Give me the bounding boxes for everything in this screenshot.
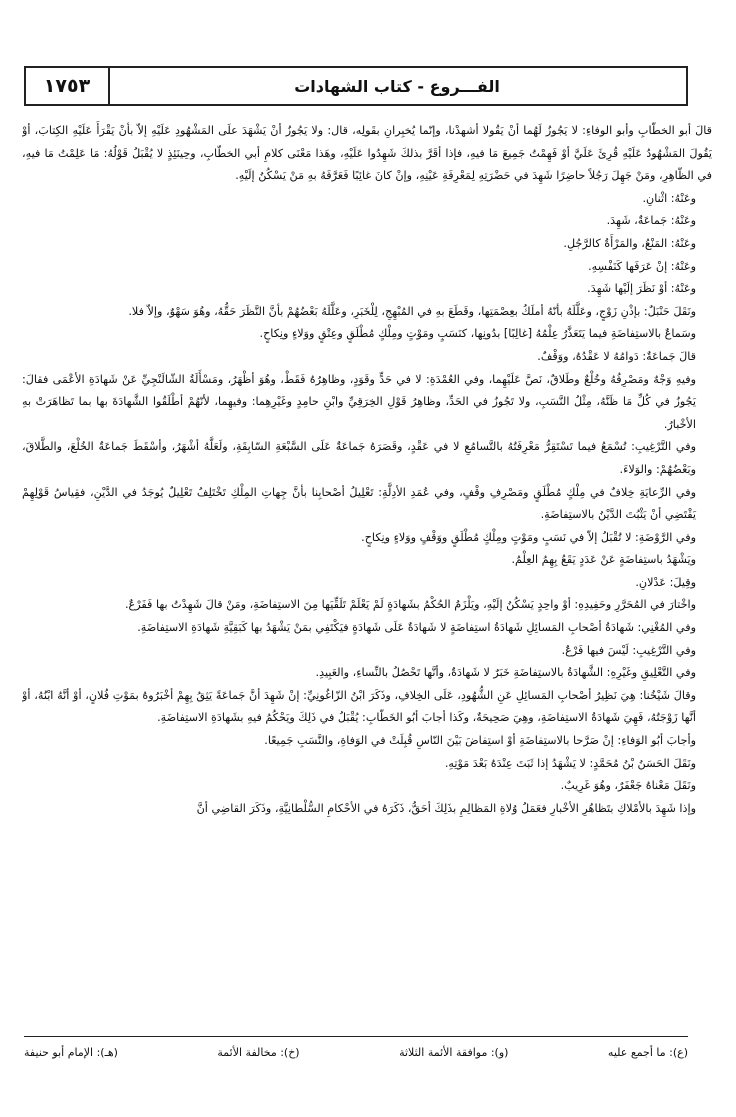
paragraph: وعَنْهُ: إنْ عَرَفَها كَنَفْسِهِ. [588, 259, 696, 273]
paragraph: وسَماعٌ بالاستِفاضَةِ فيما يَتَعَذَّرُ عِلْمُهُ [غالِبًا] بدُونِها، كنَسَبٍ ومَوْتٍ ومِلْكٍ مُطْلَقٍ وعِتْقٍ ووَلاءٍ ونِكاحٍ. [259, 327, 696, 341]
paragraph: وفي المُغْنِي: شَهادَةُ أصْحابِ المَسائِلِ شَهادَةُ استِفاضَةٍ لا شَهادَةٌ عَلَى شَهادَةٍ فيَكْتَفِي بمَنْ يَشْهَدُ بها كَبَقِيَّةِ شَهادَةِ الاستِفاضَةِ. [137, 621, 696, 635]
footer-rule [24, 1036, 688, 1037]
paragraph: وقالَ شَيْخُنا: هِيَ نَظِيرُ أصْحابِ المَسائِلِ عَنِ الشُّهُودِ، عَلَى الخِلافِ، وذَكَرَ ابْنُ الزّاغُونِيِّ: إنْ شَهِدَ أنَّ جَماعَةً يَثِقُ بِهِمْ أخْبَرُوهُ بمَوْتِ فُلانٍ، أوْ أنَّهُ ابْنُهُ، أوْ أنَّها زَوْجَتُهُ، فَهِيَ شَهادَةُ الاستِفاضَةِ، وهِيَ صَحِيحَةٌ، وكَذا أجابَ أبُو الخَطّابِ: يُقْبَلُ في ذَلِكَ ويَحْكُمُ فيهِ بشَهادَةِ الاستِفاضَةِ. [22, 688, 696, 725]
paragraph: وعَنْهُ: أوْ نَظَرَ إلَيْها شَهِدَ. [587, 282, 696, 296]
paragraph: قالَ جَماعَةٌ: دَوامُهُ لا عَقْدُهُ، ووَقْفٌ. [537, 349, 696, 363]
page-header [24, 66, 688, 106]
abbreviation-key [24, 1040, 688, 1064]
paragraph: وعَنْهُ: المَنْعُ، والمَرْأَةُ كالرَّجُلِ. [563, 236, 696, 250]
running-title: الفـــروع - كتاب الشهادات [294, 76, 500, 96]
paragraph: وأجابَ أبُو الوَفاءِ: إنْ صَرَّحا بالاستِفاضَةِ أوْ استِفاضَ بَيْنَ النّاسِ قُبِلَتْ في الوَفاةِ، والنَّسَبِ جَمِيعًا. [264, 734, 696, 748]
page-number: ١٧٥٣ [26, 68, 110, 104]
paragraph: وعَنْهُ: اثْنانِ. [642, 191, 696, 205]
paragraph: وفي الرَّوْضَةِ: لا تُقْبَلُ إلاّ في نَسَبٍ ومَوْتٍ ومِلْكٍ مُطْلَقٍ ووَقْفٍ ووَلاءٍ ونِكاحٍ. [361, 530, 696, 544]
paragraph: وعَنْهُ: جَماعَةٌ، شَهِدَ. [606, 214, 696, 228]
paragraph: وفي الرِّعايَةِ خِلافٌ في مِلْكٍ مُطْلَقٍ ومَصْرِفِ وقْفٍ، وفي عُمَدِ الأدِلَّةِ: تَعْلِيلُ أصْحابِنا بأنَّ جِهاتِ المِلْكِ تَخْتَلِفُ تَعْلِيلٌ يُوجَدُ في الدَّيْنِ، فقِياسُ قَوْلِهِمْ يَقْتَضِي أنْ يَثْبُتَ الدَّيْنُ بالاستِفاضَةِ. [22, 485, 696, 522]
key-disagreement-imams: (خ): مخالفة الأئمة [217, 1045, 300, 1059]
key-agreement-three-imams: (و): موافقة الأئمة الثلاثة [399, 1045, 509, 1059]
paragraph: وفيهِ وَجْهٌ ومَصْرِفُهُ وخُلْعٌ وطَلاقٌ، نَصَّ عَلَيْهِما، وفي العُمْدَةِ: لا في حَدٍّ وقَوَدٍ، وظاهِرُهُ فَقَطْ، وهُوَ أظْهَرُ، ومَسْأَلَةُ الشّالَنْجِيِّ عَنْ شَهادَةِ الأعْمَى فقالَ: يَجُوزُ في كُلِّ مَا ظَنَّهُ، مِثْلُ النَّسَبِ، ولا تَجُوزُ في الحَدِّ، وظاهِرُ قَوْلِ الخِرَقِيِّ وابْنِ حامِدٍ وغَيْرِهِما: وفيهِما، لأنّهُمْ أطْلَقُوا الشَّهادَةَ بها بما تَظاهَرَتْ بهِ الأخْبارُ. [22, 372, 696, 431]
paragraph: وقِيلَ: عَدْلانِ. [635, 575, 696, 589]
paragraph: وإذا شَهِدَ بالأمْلاكِ بتَظاهُرِ الأخْبارِ فعَمَلُ وُلاةِ المَظالِمِ بذَلِكَ أحَقُّ، ذَكَرَهُ في الأحْكامِ السُّلْطانِيَّةِ، وذَكَرَ القاضِي أنَّ [196, 801, 696, 815]
paragraph: وفي التَّرْغِيبِ: تُسْمَعُ فيما تَسْتَقِرُّ مَعْرِفَتُهُ بالتَّسامُعِ لا في عَقْدٍ، وقَصَرَهُ جَماعَةٌ عَلَى السَّبْعَةِ السّابِقَةِ، ولَعَلَّهُ أشْهَرُ، وأسْقَطَ جَماعَةٌ الخُلْعَ، والطَّلاقَ، وبَعْضُهُمْ: والوَلاءَ. [22, 440, 696, 476]
key-abu-hanifa: (هـ): الإمام أبو حنيفة [24, 1045, 118, 1059]
paragraph: ونَقَلَ حَنْبَلٌ: بإذْنِ زَوْجٍ، وعَلَّلَهُ بأنّهُ أملَكُ بعِصْمَتِها، وقَطَعَ بهِ في المُبْهِجِ، لِلْخَبَرِ، وعَلَّلَهُ بَعْضُهُمْ بأنَّ النَّظَرَ حَقُّهُ، وهُوَ سَهْوٌ، وإلاّ فلا. [128, 304, 696, 318]
paragraph: وفي التَّرْغِيبِ: لَيْسَ فيها فَرْعٌ. [561, 643, 696, 657]
paragraph: ويَشْهَدُ باستِفاضَةٍ عَنْ عَدَدٍ يَقَعُ بِهِمُ العِلْمُ. [511, 553, 696, 567]
paragraph: ونَقَلَ مَعْناهُ جَعْفَرٌ، وهُوَ غَرِيبٌ. [560, 779, 696, 793]
paragraph: ونَقَلَ الحَسَنُ بْنُ مُحَمَّدٍ: لا يَشْهَدُ إذا ثَبَتَ عِنْدَهُ بَعْدَ مَوْتِهِ. [444, 756, 696, 770]
main-text [22, 120, 712, 1015]
paragraph: واخْتارَ في المُحَرَّرِ وحَفِيدِهِ: أوْ واحِدٍ يَسْكُنُ إلَيْهِ، ويَلْزَمُ الحُكْمُ بشَهادَةٍ لَمْ يَعْلَمْ تَلَقِّيَها مِنَ الاستِفاضَةِ، ومَنْ قالَ شَهِدْتُ بها فَفَرْعٌ. [124, 598, 696, 612]
paragraph: وفي التَّعْلِيقِ وغَيْرِهِ: الشَّهادَةُ بالاستِفاضَةِ خَبَرٌ لا شَهادَةٌ، وأنَّها تَحْصُلُ بالنِّساءِ، والعَبِيدِ. [315, 666, 696, 680]
key-consensus: (ع): ما أجمع عليه [607, 1045, 688, 1059]
paragraph: قالَ أبو الخطّابِ وأبو الوفاءِ: لا يَجُوزُ لَهُما أنْ يَقُولا أشهدْنا، وإنّما يُخبِرانِ بقَولِه، قال: ولا يَجُوزُ أنْ يَشْهَدَ علَى المَشْهُودِ عَلَيْهِ إلاّ بأنْ يَقْرَأَ عَلَيْهِ الكِتابَ، أوْ يَقُولَ المَشْهُودُ عَلَيْهِ قُرِئَ عَلَيَّ أوْ فَهِمْتُ جَمِيعَ مَا فيهِ، فإذا أقَرَّ بذلكَ شَهِدُوا عَلَيْهِ، وهَذا مَعْنَى كلامِ أبي الخطّابِ، وحِينَئِذٍ لا يُقْبَلُ قَوْلُهُ: مَا عَلِمْتُ مَا فيهِ، في الظّاهِرِ، ومَنْ جَهِلَ رَجُلاً حاضِرًا شَهِدَ في حَضْرَتِهِ لِمَعْرِفَةِ عَيْنِهِ، وإنْ كانَ غائِبًا فَعَرَّفَهُ بهِ مَنْ يَسْكُنُ إلَيْهِ. [22, 124, 712, 183]
